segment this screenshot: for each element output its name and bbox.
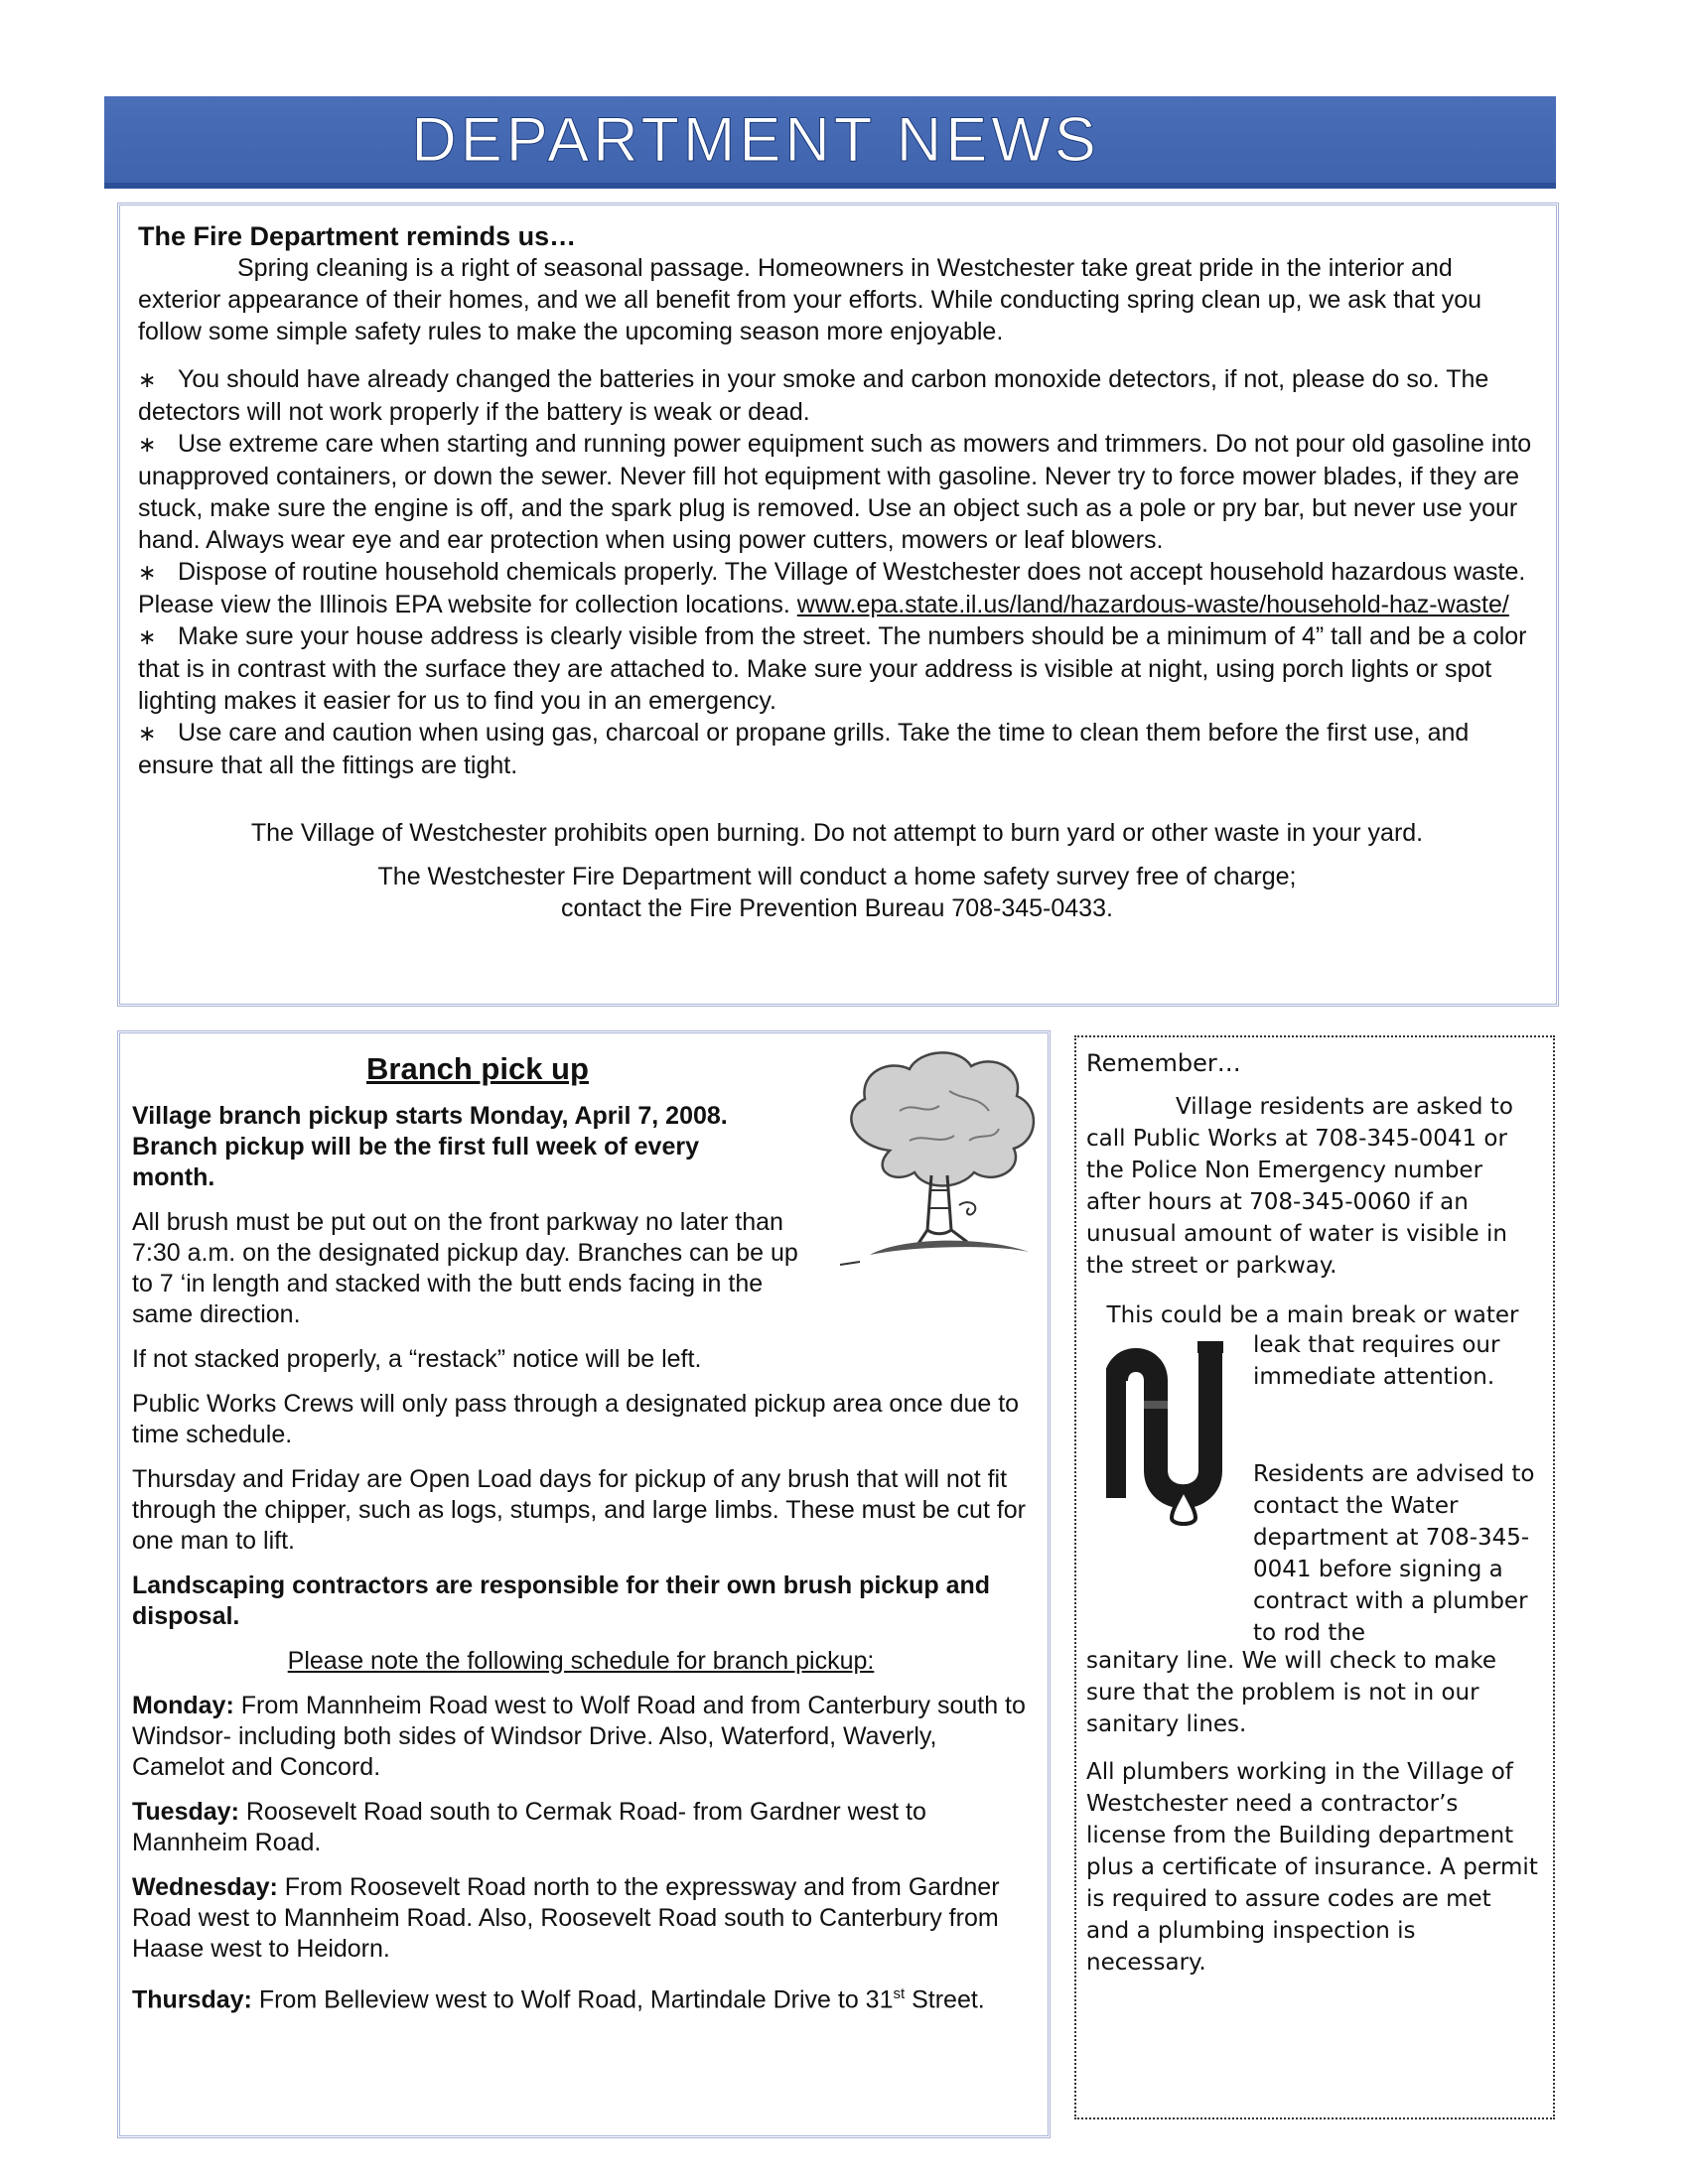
schedule-tuesday bbox=[132, 1797, 1030, 1858]
list-item bbox=[138, 717, 1536, 781]
bullet-star-icon: ∗ bbox=[138, 432, 157, 457]
bullet-text: Dispose of routine household chemicals properly. The Village of Westchester does not accept household hazardous waste. Please view the Illinois EPA website for collection locations. bbox=[138, 558, 1526, 618]
remember-water-dept-text: Residents are advised to contact the Water department at 708-345-0041 before signing a contract with a plumber to rod the bbox=[1253, 1461, 1535, 1646]
ordinal-suffix: st bbox=[893, 1985, 906, 2002]
tree-icon bbox=[830, 1041, 1044, 1280]
pipe-drip-icon bbox=[1106, 1341, 1235, 1530]
department-news-banner bbox=[104, 96, 1556, 189]
fire-heading: The Fire Department reminds us… bbox=[138, 221, 577, 251]
bullet-star-icon: ∗ bbox=[138, 624, 157, 649]
branch-paragraph-2: If not stacked properly, a “restack” notice will be left. bbox=[132, 1345, 702, 1373]
branch-pickup-title: Branch pick up bbox=[366, 1051, 589, 1086]
list-item bbox=[138, 428, 1536, 556]
bullet-text: Use care and caution when using gas, charcoal or propane grills. Take the time to clean them before the first use, and ensure that all the fittings are tight. bbox=[138, 719, 1470, 779]
bullet-star-icon: ∗ bbox=[138, 560, 157, 585]
list-item bbox=[138, 556, 1536, 620]
schedule-monday bbox=[132, 1691, 1030, 1783]
page-title bbox=[104, 104, 1556, 176]
schedule-wednesday bbox=[132, 1872, 1030, 1965]
branch-paragraph-1: All brush must be put out on the front parkway no later than 7:30 a.m. on the designated pickup day. Branches can be up to 7 ‘in length and stacked with the butt ends facing in the same direction. bbox=[132, 1208, 798, 1328]
page-title-text: DEPARTMENT NEWS bbox=[411, 105, 1100, 175]
epa-website-link[interactable]: www.epa.state.il.us/land/hazardous-waste/household-haz-waste/ bbox=[796, 591, 1509, 618]
schedule-text: Roosevelt Road south to Cermak Road- from Gardner west to Mannheim Road. bbox=[132, 1798, 926, 1856]
schedule-heading: Please note the following schedule for branch pickup: bbox=[287, 1647, 875, 1675]
list-item bbox=[138, 620, 1536, 717]
schedule-text-end: Street. bbox=[912, 1985, 985, 2014]
remember-sanitary-text: sanitary line. We will check to make sure that the problem is not in our sanitary lines. bbox=[1086, 1648, 1497, 1737]
remember-leak-text: leak that requires our immediate attention. bbox=[1253, 1332, 1500, 1390]
survey-line-2: contact the Fire Prevention Bureau 708-345-0433. bbox=[561, 894, 1113, 922]
branch-lead: Village branch pickup starts Monday, April 7, 2008. Branch pickup will be the first full week of every month. bbox=[132, 1102, 728, 1191]
open-burning-note: The Village of Westchester prohibits open burning. Do not attempt to burn yard or other waste in your yard. bbox=[250, 819, 1424, 847]
remember-heading: Remember… bbox=[1086, 1049, 1241, 1077]
bullet-text: You should have already changed the batteries in your smoke and carbon monoxide detectors, if not, please do so. The detectors will not work properly if the battery is weak or dead. bbox=[138, 365, 1489, 426]
schedule-day: Wednesday: bbox=[132, 1873, 278, 1901]
bullet-star-icon: ∗ bbox=[138, 367, 157, 392]
bullet-star-icon: ∗ bbox=[138, 721, 157, 746]
branch-paragraph-3: Public Works Crews will only pass through a designated pickup area once due to time schedule. bbox=[132, 1390, 1020, 1448]
pipe-illustration-area bbox=[1086, 1331, 1539, 1645]
schedule-text: From Roosevelt Road north to the expressway and from Gardner Road west to Mannheim Road. Also, Roosevelt Road south to Canterbury from Haase west to Heidorn. bbox=[132, 1873, 1000, 1963]
remember-plumbers-text: All plumbers working in the Village of Westchester need a contractor’s license from the Building department plus a certificate of insurance. A permit is required to assure codes are met and a plumbing inspection is necessary. bbox=[1086, 1759, 1538, 1976]
fire-department-section bbox=[117, 203, 1559, 1007]
bullet-text: Make sure your house address is clearly visible from the street. The numbers should be a minimum of 4” tall and be a color that is in contrast with the surface they are attached to. Make sure your address is visible at night, using porch lights or spot lighting makes it easier for us to find you in an emergency. bbox=[138, 622, 1527, 715]
remember-section bbox=[1074, 1035, 1555, 2119]
remember-paragraph-1: Village residents are asked to call Public Works at 708-345-0041 or the Police Non Emergency number after hours at 708-345-0060 if an unusual amount of water is visible in the street or parkway. bbox=[1086, 1094, 1513, 1279]
branch-pickup-section bbox=[117, 1030, 1051, 2138]
remember-main-break-line: This could be a main break or water bbox=[1106, 1302, 1519, 1328]
list-item bbox=[138, 363, 1536, 428]
schedule-day: Monday: bbox=[132, 1692, 234, 1719]
safety-list bbox=[138, 363, 1536, 781]
schedule-thursday bbox=[132, 1979, 1030, 2015]
survey-line-1: The Westchester Fire Department will conduct a home safety survey free of charge; bbox=[377, 863, 1297, 890]
bullet-text: Use extreme care when starting and running power equipment such as mowers and trimmers. Do not pour old gasoline into unapproved containers, or down the sewer. Never fill hot equipment with gasoline. Never try to force mower blades, if they are stuck, make sure the engine is off, and the spark plug is removed. Use an object such as a pole or pry bar, but never use your hand. Always wear eye and ear protection when using power cutters, mowers or leaf blowers. bbox=[138, 430, 1532, 554]
fire-intro: Spring cleaning is a right of seasonal passage. Homeowners in Westchester take great pride in the interior and exterior appearance of their homes, and we all benefit from your efforts. While conducting spring clean up, we ask that you follow some simple safety rules to make the upcoming season more enjoyable. bbox=[138, 254, 1482, 345]
branch-paragraph-4: Thursday and Friday are Open Load days for pickup of any brush that will not fit through the chipper, such as logs, stumps, and large limbs. These must be cut for one man to lift. bbox=[132, 1465, 1027, 1555]
schedule-day: Thursday: bbox=[132, 1985, 252, 2014]
safety-survey-note bbox=[138, 861, 1536, 924]
schedule-text: From Belleview west to Wolf Road, Martindale Drive to 31 bbox=[258, 1985, 894, 2014]
branch-paragraph-5: Landscaping contractors are responsible for their own brush pickup and disposal. bbox=[132, 1571, 991, 1630]
schedule-day: Tuesday: bbox=[132, 1798, 239, 1826]
schedule-text: From Mannheim Road west to Wolf Road and from Canterbury south to Windsor- including both sides of Windsor Drive. Also, Waterford, Waverly, Camelot and Concord. bbox=[132, 1692, 1026, 1781]
